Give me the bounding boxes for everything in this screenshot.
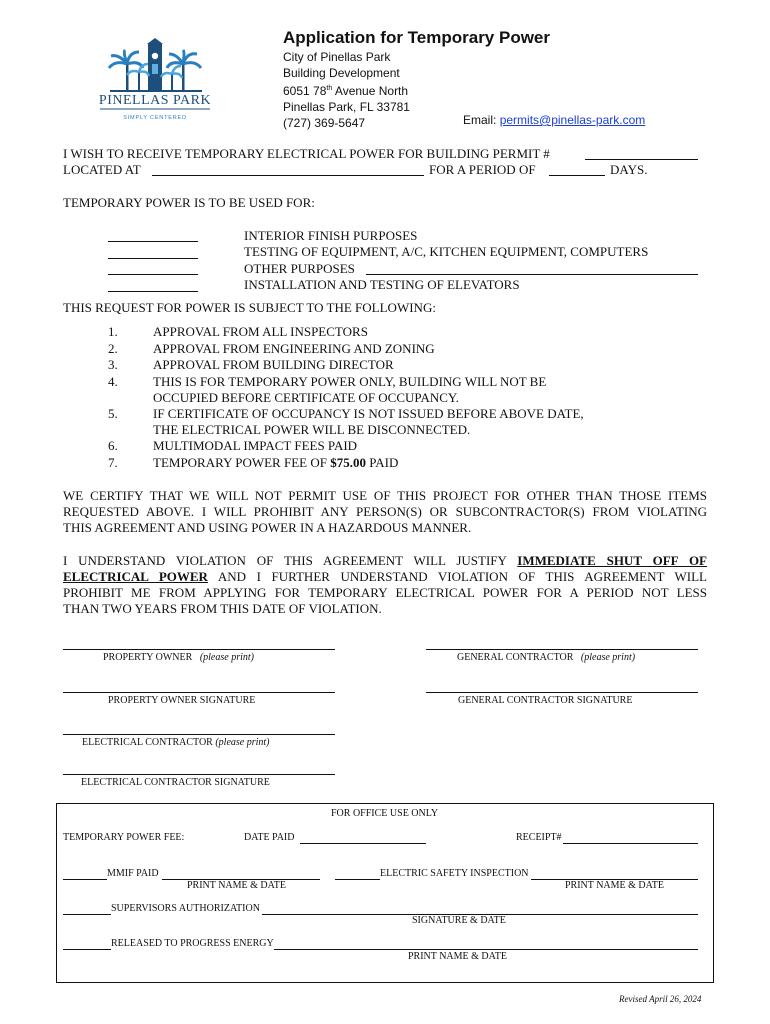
condition-number: 1. bbox=[108, 324, 118, 339]
fee-amount: $75.00 bbox=[330, 455, 366, 470]
condition-text: APPROVAL FROM ALL INSPECTORS bbox=[153, 324, 368, 339]
other-purposes-field[interactable] bbox=[366, 274, 698, 275]
address-city: City of Pinellas Park bbox=[283, 50, 391, 64]
office-use-title: FOR OFFICE USE ONLY bbox=[331, 808, 439, 819]
use-item: INSTALLATION AND TESTING OF ELEVATORS bbox=[244, 277, 520, 292]
logo-name: PINELLAS PARK bbox=[98, 93, 212, 108]
condition-number: 3. bbox=[108, 357, 118, 372]
mmif-label: MMIF PAID bbox=[107, 868, 159, 879]
supervisor-label: SUPERVISORS AUTHORIZATION bbox=[111, 903, 260, 914]
released-check-field[interactable] bbox=[63, 949, 111, 950]
electrical-power-emphasis: ELECTRICAL POWER bbox=[63, 569, 208, 584]
use-item: OTHER PURPOSES bbox=[244, 261, 355, 276]
use-check-interior[interactable] bbox=[108, 241, 198, 242]
permit-number-field[interactable] bbox=[585, 159, 698, 160]
permit-line: I WISH TO RECEIVE TEMPORARY ELECTRICAL POWER FOR BUILDING PERMIT # bbox=[63, 146, 550, 161]
located-label: LOCATED AT bbox=[63, 162, 141, 177]
office-use-box bbox=[56, 803, 714, 983]
days-label: DAYS. bbox=[610, 162, 648, 177]
condition-text: MULTIMODAL IMPACT FEES PAID bbox=[153, 438, 358, 453]
date-paid-field[interactable] bbox=[300, 843, 426, 844]
electric-check-field[interactable] bbox=[335, 879, 380, 880]
electrical-contractor-signature-field[interactable] bbox=[63, 774, 335, 775]
days-field[interactable] bbox=[549, 175, 605, 176]
condition-text: THE ELECTRICAL POWER WILL BE DISCONNECTED. bbox=[153, 422, 471, 437]
uses-heading: TEMPORARY POWER IS TO BE USED FOR: bbox=[63, 195, 315, 210]
supervisor-check-field[interactable] bbox=[63, 914, 111, 915]
property-owner-signature-label: PROPERTY OWNER SIGNATURE bbox=[108, 695, 256, 706]
electrical-contractor-print-label: ELECTRICAL CONTRACTOR (please print) bbox=[82, 737, 270, 748]
general-contractor-print-field[interactable] bbox=[426, 649, 698, 650]
email-line bbox=[463, 113, 645, 127]
date-paid-label: DATE PAID bbox=[244, 832, 295, 843]
address-block bbox=[283, 49, 410, 131]
condition-number: 7. bbox=[108, 455, 118, 470]
use-item: TESTING OF EQUIPMENT, A/C, KITCHEN EQUIPMENT, COMPUTERS bbox=[244, 244, 649, 259]
address-department: Building Development bbox=[283, 66, 400, 80]
condition-number: 5. bbox=[108, 406, 118, 421]
property-owner-signature-field[interactable] bbox=[63, 692, 335, 693]
receipt-field[interactable] bbox=[563, 843, 698, 844]
use-check-elevators[interactable] bbox=[108, 291, 198, 292]
property-owner-print-label: PROPERTY OWNER (please print) bbox=[103, 652, 254, 663]
address-citystate: Pinellas Park, FL 33781 bbox=[283, 100, 410, 114]
mmif-check-field[interactable] bbox=[63, 879, 107, 880]
palm-tower-icon bbox=[92, 38, 218, 124]
electrical-contractor-signature-label: ELECTRICAL CONTRACTOR SIGNATURE bbox=[81, 777, 270, 788]
electric-inspection-label: ELECTRIC SAFETY INSPECTION bbox=[380, 868, 529, 879]
condition-number: 2. bbox=[108, 341, 118, 356]
certify-paragraph: WE CERTIFY THAT WE WILL NOT PERMIT USE OF THIS PROJECT FOR OTHER THAN THOSE ITEMS REQUESTED ABOVE. I WILL PROHIBIT ANY PERSON(S) OR SUBCONTRACTOR(S) FROM VIOLATING THIS AGREEMENT AND USING POWER IN A HAZARDOUS MANNER. bbox=[63, 488, 707, 535]
email-link[interactable]: permits@pinellas-park.com bbox=[499, 113, 646, 127]
condition-number: 6. bbox=[108, 438, 118, 453]
violation-paragraph: I UNDERSTAND VIOLATION OF THIS AGREEMENT WILL JUSTIFY IMMEDIATE SHUT OFF OF ELECTRICAL POWER AND I FURTHER UNDERSTAND VIOLATION OF THIS AGREEMENT WILL PROHIBIT ME FROM APPLYING FOR TEMPORARY ELECTRICAL POWER FOR A PERIOD NOT LESS THAN TWO YEARS FROM THIS DATE OF VIOLATION. bbox=[63, 553, 708, 616]
use-check-testing[interactable] bbox=[108, 258, 198, 259]
address-street: 6051 78th Avenue North bbox=[283, 84, 409, 98]
condition-text: APPROVAL FROM BUILDING DIRECTOR bbox=[153, 357, 394, 372]
print-name-date-label: PRINT NAME & DATE bbox=[565, 880, 664, 891]
receipt-label: RECEIPT# bbox=[516, 832, 562, 843]
email-label: Email: bbox=[463, 113, 497, 127]
fee-condition-text: TEMPORARY POWER FEE OF $75.00 PAID bbox=[153, 455, 399, 470]
print-name-date-label: PRINT NAME & DATE bbox=[408, 951, 507, 962]
conditions-heading: THIS REQUEST FOR POWER IS SUBJECT TO THE FOLLOWING: bbox=[63, 300, 436, 315]
city-logo bbox=[92, 38, 218, 124]
use-item: INTERIOR FINISH PURPOSES bbox=[244, 228, 418, 243]
condition-number: 4. bbox=[108, 374, 118, 389]
shut-off-emphasis: IMMEDIATE SHUT OFF OF bbox=[517, 553, 708, 568]
condition-text: APPROVAL FROM ENGINEERING AND ZONING bbox=[153, 341, 435, 356]
location-field[interactable] bbox=[152, 175, 424, 176]
signature-date-label: SIGNATURE & DATE bbox=[412, 915, 506, 926]
released-label: RELEASED TO PROGRESS ENERGY bbox=[111, 938, 274, 949]
page-title: Application for Temporary Power bbox=[283, 28, 551, 47]
use-check-other[interactable] bbox=[108, 274, 198, 275]
period-label: FOR A PERIOD OF bbox=[429, 162, 536, 177]
general-contractor-signature-label: GENERAL CONTRACTOR SIGNATURE bbox=[458, 695, 633, 706]
logo-tagline: SIMPLY CENTERED bbox=[123, 115, 187, 121]
general-contractor-print-label: GENERAL CONTRACTOR (please print) bbox=[457, 652, 636, 663]
revised-date: Revised April 26, 2024 bbox=[619, 994, 702, 1004]
property-owner-print-field[interactable] bbox=[63, 649, 335, 650]
phone-number: (727) 369-5647 bbox=[283, 116, 366, 130]
condition-text: THIS IS FOR TEMPORARY POWER ONLY, BUILDING WILL NOT BE bbox=[153, 374, 547, 389]
released-signature-field[interactable] bbox=[274, 949, 698, 950]
condition-text: IF CERTIFICATE OF OCCUPANCY IS NOT ISSUED BEFORE ABOVE DATE, bbox=[153, 406, 584, 421]
condition-text: OCCUPIED BEFORE CERTIFICATE OF OCCUPANCY. bbox=[153, 390, 459, 405]
general-contractor-signature-field[interactable] bbox=[426, 692, 698, 693]
electrical-contractor-print-field[interactable] bbox=[63, 734, 335, 735]
print-name-date-label: PRINT NAME & DATE bbox=[187, 880, 286, 891]
temp-fee-label: TEMPORARY POWER FEE: bbox=[63, 832, 185, 843]
